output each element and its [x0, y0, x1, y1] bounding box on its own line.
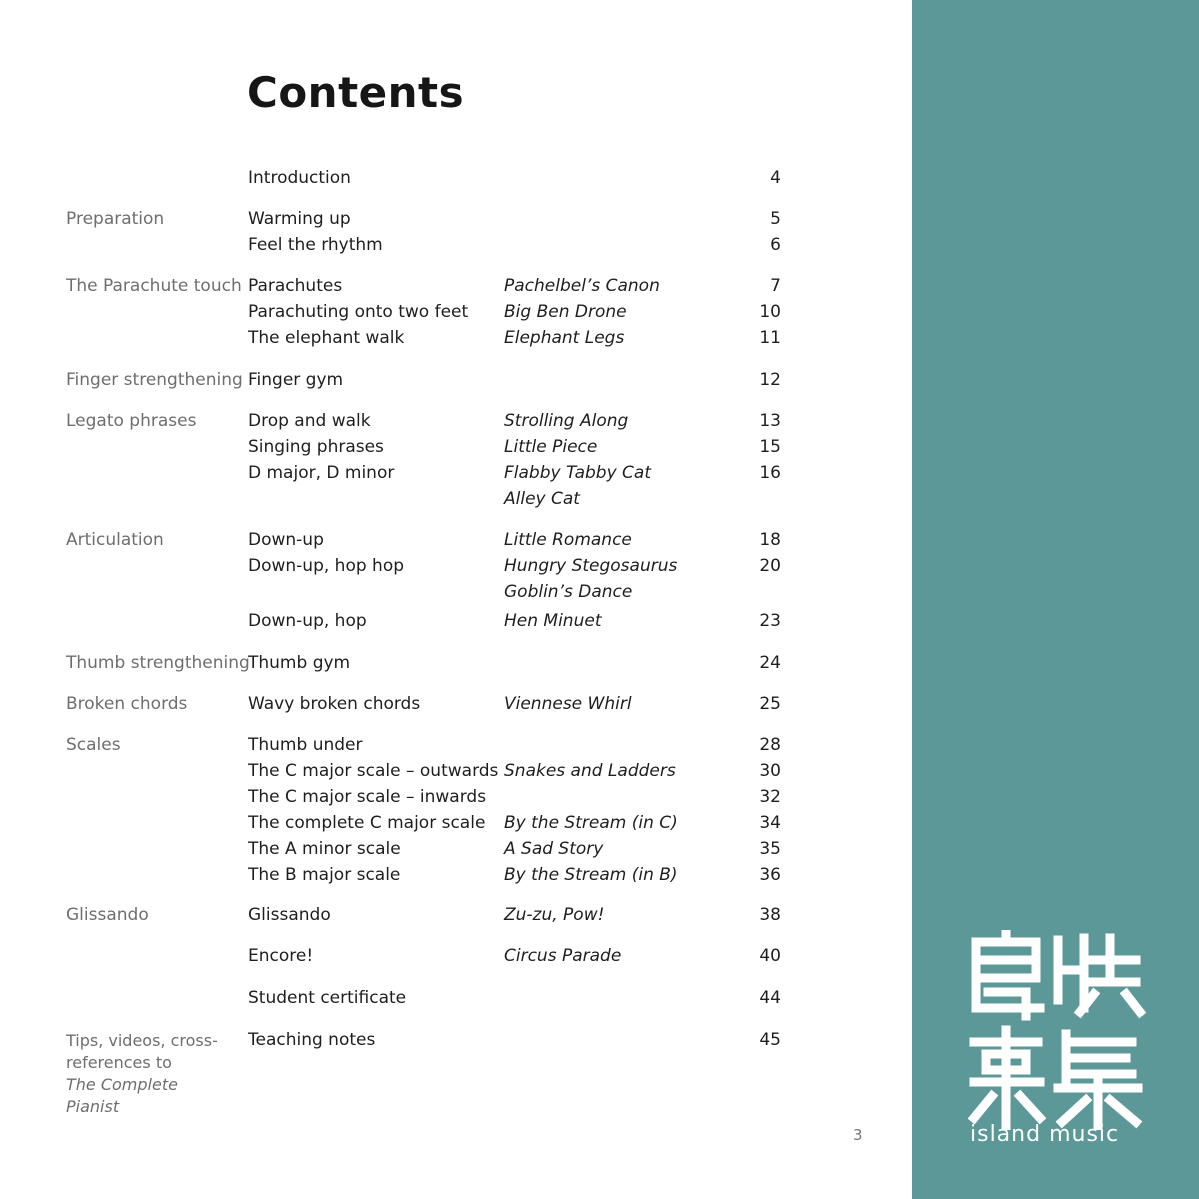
toc-row — [0, 988, 912, 1014]
toc-entry: D major, D minor — [248, 463, 395, 483]
toc-entry: Thumb gym — [248, 653, 351, 673]
toc-entry: The complete C major scale — [248, 813, 486, 833]
toc-row — [0, 946, 912, 972]
toc-page-number: 32 — [759, 787, 781, 807]
toc-piece-title: Viennese Whirl — [504, 694, 632, 714]
toc-row — [0, 411, 912, 437]
toc-entry: Introduction — [248, 168, 351, 188]
toc-page-number: 38 — [759, 905, 781, 925]
toc-entry: Feel the rhythm — [248, 235, 383, 255]
toc-entry: Student certificate — [248, 988, 407, 1008]
toc-entry: The elephant walk — [248, 328, 405, 348]
toc-page-number: 11 — [759, 328, 781, 348]
toc-piece-title: Big Ben Drone — [504, 302, 627, 322]
toc-row — [0, 556, 912, 582]
toc-entry: The A minor scale — [248, 839, 401, 859]
toc-piece-title: Little Romance — [504, 530, 632, 550]
toc-page-number: 24 — [759, 653, 781, 673]
toc-row — [0, 209, 912, 235]
toc-page-number: 25 — [759, 694, 781, 714]
toc-entry: Down-up, hop hop — [248, 556, 405, 576]
toc-page-number: 40 — [759, 946, 781, 966]
toc-page-number: 18 — [759, 530, 781, 550]
toc-page-number: 12 — [759, 370, 781, 390]
toc-row — [0, 302, 912, 328]
toc-row — [0, 235, 912, 261]
toc-entry: Warming up — [248, 209, 351, 229]
island-music-logo-text: island music — [970, 1122, 1120, 1147]
toc-piece-title: Hen Minuet — [504, 611, 602, 631]
toc-row — [0, 489, 912, 515]
toc-piece-title: Alley Cat — [504, 489, 580, 509]
toc-piece-title: Little Piece — [504, 437, 598, 457]
toc-page-number: 10 — [759, 302, 781, 322]
page-title: Contents — [247, 68, 465, 117]
toc-category-label: Legato phrases — [66, 411, 197, 431]
toc-row — [0, 168, 912, 194]
toc-row — [0, 694, 912, 720]
toc-row — [0, 787, 912, 813]
toc-page-number: 30 — [759, 761, 781, 781]
toc-entry: Parachuting onto two feet — [248, 302, 469, 322]
toc-entry: Glissando — [248, 905, 331, 925]
toc-row — [0, 328, 912, 354]
toc-entry: Parachutes — [248, 276, 343, 296]
toc-category-label: Finger strengthening — [66, 370, 243, 390]
toc-page-number: 28 — [759, 735, 781, 755]
toc-page-number: 13 — [759, 411, 781, 431]
toc-row — [0, 370, 912, 396]
toc-row — [0, 437, 912, 463]
toc-category-label: Preparation — [66, 209, 165, 229]
toc-page-number: 5 — [770, 209, 781, 229]
toc-page-number: 36 — [759, 865, 781, 885]
toc-piece-title: A Sad Story — [504, 839, 604, 859]
toc-category-tips-line1: Tips, videos, cross- — [66, 1031, 218, 1050]
toc-row-teaching-notes — [0, 1030, 912, 1056]
toc-category-label: Broken chords — [66, 694, 188, 714]
toc-piece-title: Snakes and Ladders — [504, 761, 676, 781]
toc-piece-title: Elephant Legs — [504, 328, 625, 348]
toc-entry: Singing phrases — [248, 437, 384, 457]
toc-category-label: Scales — [66, 735, 121, 755]
toc-entry: Encore! — [248, 946, 314, 966]
toc-entry: Finger gym — [248, 370, 344, 390]
page-number: 3 — [853, 1126, 863, 1144]
toc-piece-title: Flabby Tabby Cat — [504, 463, 651, 483]
toc-piece-title: By the Stream (in C) — [504, 813, 678, 833]
toc-category-label: Thumb strengthening — [66, 653, 250, 673]
toc-page-number: 16 — [759, 463, 781, 483]
toc-entry: Down-up — [248, 530, 324, 550]
toc-piece-title: Goblin’s Dance — [504, 582, 633, 602]
toc-row — [0, 276, 912, 302]
toc-page-number: 6 — [770, 235, 781, 255]
toc-page-number: 23 — [759, 611, 781, 631]
toc-category-tips-line3: The Complete Pianist — [66, 1075, 178, 1116]
toc-piece-title: Hungry Stegosaurus — [504, 556, 678, 576]
toc-row — [0, 905, 912, 931]
toc-page-number: 15 — [759, 437, 781, 457]
toc-category-label: Articulation — [66, 530, 164, 550]
toc-row — [0, 839, 912, 865]
toc-piece-title: Zu-zu, Pow! — [504, 905, 605, 925]
toc-entry: Thumb under — [248, 735, 363, 755]
toc-piece-title: Circus Parade — [504, 946, 622, 966]
island-music-logo-icon — [966, 930, 1146, 1130]
toc-page-number: 20 — [759, 556, 781, 576]
toc-page-number: 45 — [759, 1030, 781, 1050]
toc-page-number: 34 — [759, 813, 781, 833]
toc-row — [0, 761, 912, 787]
toc-category-label: The Parachute touch — [66, 276, 242, 296]
toc-category-tips-line2: references to — [66, 1053, 172, 1072]
toc-entry: The B major scale — [248, 865, 401, 885]
toc-entry: The C major scale – inwards — [248, 787, 487, 807]
toc-row — [0, 813, 912, 839]
toc-category-label: Glissando — [66, 905, 149, 925]
toc-row — [0, 653, 912, 679]
toc-piece-title: By the Stream (in B) — [504, 865, 678, 885]
toc-row — [0, 582, 912, 608]
toc-page-number: 44 — [759, 988, 781, 1008]
toc-entry: Drop and walk — [248, 411, 371, 431]
toc-entry: Down-up, hop — [248, 611, 367, 631]
toc-entry: The C major scale – outwards — [248, 761, 499, 781]
toc-piece-title: Pachelbel’s Canon — [504, 276, 660, 296]
toc-entry: Wavy broken chords — [248, 694, 421, 714]
toc-row — [0, 530, 912, 556]
toc-entry: Teaching notes — [248, 1030, 376, 1050]
toc-row — [0, 865, 912, 891]
toc-row — [0, 611, 912, 637]
toc-page-number: 4 — [770, 168, 781, 188]
toc-piece-title: Strolling Along — [504, 411, 629, 431]
toc-page-number: 7 — [770, 276, 781, 296]
toc-page-number: 35 — [759, 839, 781, 859]
toc-row — [0, 463, 912, 489]
toc-row — [0, 735, 912, 761]
